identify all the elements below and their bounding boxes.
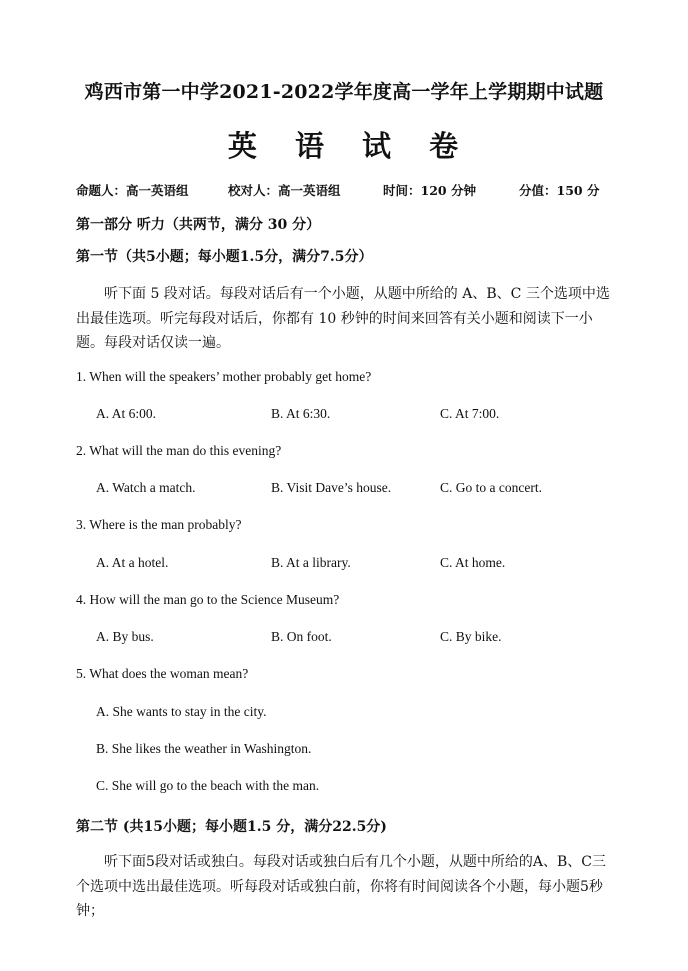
q5-option-b: B. She likes the weather in Washington. (96, 741, 312, 756)
q4-option-b: B. On foot. (271, 629, 332, 644)
meta-score: 分值：150 分 (519, 183, 600, 198)
meta-reviewer: 校对人：高一英语组 (228, 183, 341, 198)
section2-heading: 第二节 (共15小题；每小题1.5 分，满分22.5分) (76, 819, 387, 835)
q5-option-c: C. She will go to the beach with the man. (96, 778, 320, 793)
meta-time: 时间：120 分钟 (383, 183, 476, 198)
question-5: 5. What does the woman mean? (76, 666, 249, 681)
section1-instructions: 听下面 5 段对话。每段对话后有一个小题，从题中所给的 A、B、C 三个选项中选出最佳选项。听完每段对话后，你都有 10 秒钟的时间来回答有关小题和阅读下一小题。每段对话仅读一遍。 (76, 286, 610, 351)
q4-option-a: A. By bus. (96, 629, 154, 644)
q3-option-c: C. At home. (440, 555, 506, 570)
question-3: 3. Where is the man probably? (76, 517, 242, 532)
q3-option-a: A. At a hotel. (96, 555, 169, 570)
q1-option-c: C. At 7:00. (440, 406, 500, 421)
q1-option-b: B. At 6:30. (271, 406, 331, 421)
part1-heading: 第一部分 听力（共两节，满分 30 分） (76, 217, 321, 233)
q2-option-a: A. Watch a match. (96, 480, 196, 495)
meta-author: 命题人：高一英语组 (76, 183, 189, 198)
question-1: 1. When will the speakers’ mother probably get home? (76, 369, 372, 384)
q2-option-c: C. Go to a concert. (440, 480, 542, 495)
q5-option-a: A. She wants to stay in the city. (96, 704, 267, 719)
question-2: 2. What will the man do this evening? (76, 443, 282, 458)
exam-title: 鸡西市第一中学2021-2022学年度高一学年上学期期中试题 (84, 81, 604, 103)
q4-option-c: C. By bike. (440, 629, 502, 644)
exam-subtitle: 英 语 试 卷 (227, 129, 473, 163)
q2-option-b: B. Visit Dave’s house. (271, 480, 392, 495)
q3-option-b: B. At a library. (271, 555, 351, 570)
section2-instructions: 听下面5段对话或独白。每段对话或独白后有几个小题，从题中所给的A、B、C三个选项中选出最佳选项。听每段对话或独白前，你将有时间阅读各个小题，每小题5秒钟； (76, 854, 607, 919)
question-4: 4. How will the man go to the Science Museum? (76, 592, 340, 607)
section1-heading: 第一节（共5小题；每小题1.5分，满分7.5分） (76, 249, 373, 265)
q1-option-a: A. At 6:00. (96, 406, 157, 421)
